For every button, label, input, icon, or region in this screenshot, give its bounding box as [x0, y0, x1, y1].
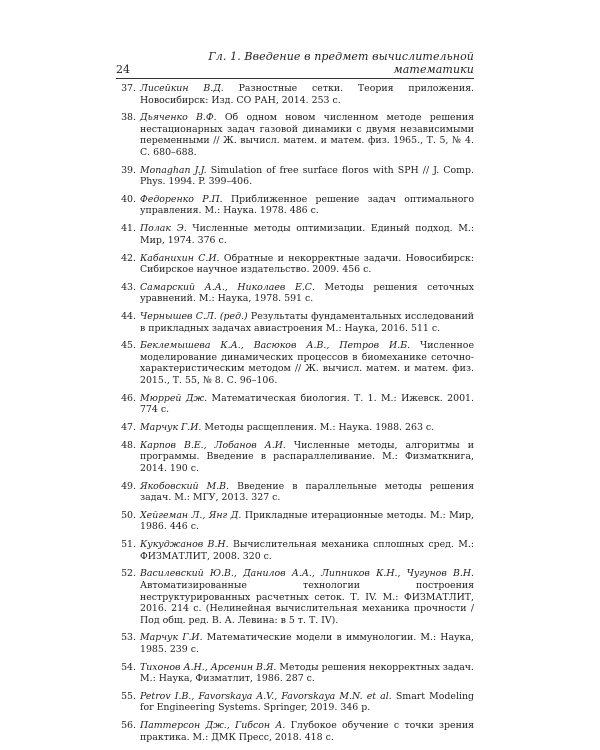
page-number: 24 — [116, 63, 130, 76]
reference-item — [116, 422, 474, 434]
reference-text: Методы решения сеточных уравнений. М.: Наука, 1978. 591 с. — [140, 281, 474, 305]
reference-body — [140, 194, 474, 217]
reference-body — [140, 393, 474, 416]
reference-body — [140, 112, 474, 158]
reference-text: Методы расщепления. М.: Наука. 1988. 263 с. — [201, 422, 435, 433]
reference-text: Численные методы оптимизации. Единый подход. М.: Мир, 1974. 376 с. — [140, 223, 474, 246]
reference-authors: Petrov I.B., Favorskaya A.V., Favorskaya M.N. et al. — [140, 690, 392, 702]
reference-item — [116, 83, 474, 106]
reference-item — [116, 662, 474, 685]
running-header — [116, 50, 474, 79]
reference-list — [116, 83, 474, 749]
reference-authors: Самарский А.А., Николаев Е.С. — [140, 281, 315, 293]
reference-item — [116, 691, 474, 714]
reference-text: Глубокое обучение с точки зрения практика. М.: ДМК Пресс, 2018. 418 с. — [140, 720, 474, 743]
reference-body — [140, 568, 474, 626]
reference-authors: Кукуджанов В.Н. — [140, 539, 229, 551]
reference-item — [116, 481, 474, 504]
reference-text: Разностные сетки. Теория приложения. Новосибирск: Изд. СО РАН, 2014. 253 с. — [140, 83, 474, 106]
reference-authors: Федоренко Р.П. — [140, 193, 223, 205]
reference-item — [116, 223, 474, 246]
reference-authors: Кабанихин С.И. — [140, 252, 220, 264]
reference-body — [140, 632, 474, 655]
reference-item — [116, 253, 474, 276]
reference-text: Об одном новом численном методе решения нестационарных задач газовой динамики с двумя независимыми переменными // Ж. вычисл. матем. и матем. физ. 1965., Т. 5, № 4. С. 680–688. — [140, 112, 475, 158]
reference-authors: Чернышев С.Л. (ред.) — [140, 311, 248, 323]
reference-item — [116, 720, 474, 743]
reference-text: Математическая биология. Т. 1. М.: Ижевск. 2001. 774 с. — [140, 392, 475, 416]
reference-authors: Хейгеман Л., Янг Д. — [140, 509, 242, 521]
reference-text: Введение в параллельные методы решения задач. М.: МГУ, 2013. 327 с. — [140, 480, 474, 504]
reference-number: 54. — [121, 661, 136, 673]
reference-item — [116, 112, 474, 158]
reference-number: 42. — [121, 252, 136, 264]
reference-number: 50. — [121, 509, 136, 521]
reference-number: 41. — [121, 223, 136, 235]
reference-item — [116, 393, 474, 416]
reference-body — [140, 165, 474, 188]
reference-authors: Тихонов А.Н., Арсенин В.Я. — [140, 661, 277, 673]
reference-item — [116, 340, 474, 386]
reference-item — [116, 165, 474, 188]
reference-text: Численное моделирование динамических процессов в биомеханике сеточно-характеристическим методом // Ж. вычисл. матем. и матем. физ. 2015., Т. 55, № 8. С. 96–106. — [140, 340, 474, 386]
reference-authors: Мюррей Дж. — [140, 392, 208, 404]
reference-body — [140, 311, 474, 334]
reference-authors: Марчук Г.И. — [140, 422, 202, 433]
reference-body — [140, 282, 474, 305]
reference-number: 53. — [121, 632, 136, 644]
reference-item — [116, 510, 474, 533]
reference-number: 40. — [121, 193, 136, 205]
reference-body — [140, 662, 474, 685]
reference-authors: Дьяченко В.Ф. — [140, 112, 217, 124]
reference-item — [116, 440, 474, 475]
reference-body — [140, 440, 474, 475]
reference-number: 37. — [121, 83, 136, 94]
reference-body — [140, 510, 474, 533]
reference-text: Обратные и некорректные задачи. Новосибирск: Сибирское научное издательство. 2009. 456 с. — [140, 252, 474, 276]
reference-text: Прикладные итерационные методы. М.: Мир, 1986. 446 с. — [140, 509, 474, 533]
reference-text: Численные методы, алгоритмы и программы. Введение в распараллеливание. М.: Физматкнига, 2014. 190 с. — [140, 439, 474, 474]
reference-authors: Monaghan J.J. — [140, 164, 207, 176]
reference-authors: Беклемышева К.А., Васюков А.В., Петров И.Б. — [140, 340, 411, 352]
reference-number: 43. — [121, 281, 136, 293]
reference-body — [140, 422, 474, 434]
reference-body — [140, 253, 474, 276]
reference-text: Вычислительная механика сплошных сред. М.: ФИЗМАТЛИТ, 2008. 320 с. — [140, 539, 474, 562]
reference-text: Приближенное решение задач оптимального управления. М.: Наука. 1978. 486 с. — [140, 193, 474, 217]
reference-number: 39. — [121, 164, 136, 176]
reference-text: Результаты фундаментальных исследований в прикладных задачах авиастроения М.: Наука, 2016. 511 с. — [140, 311, 474, 334]
reference-text: Математические модели в иммунологии. М.: Наука, 1985. 239 с. — [140, 632, 474, 655]
reference-number: 49. — [121, 480, 136, 492]
reference-authors: Паттерсон Дж., Гибсон А. — [140, 720, 286, 732]
reference-number: 47. — [121, 422, 136, 433]
reference-item — [116, 539, 474, 562]
reference-body — [140, 223, 474, 246]
reference-item — [116, 568, 474, 626]
reference-item — [116, 282, 474, 305]
reference-authors: Василевский Ю.В., Данилов А.А., Липников К.Н., Чугунов В.Н. — [140, 568, 474, 580]
reference-body — [140, 720, 474, 743]
reference-text: Simulation of free surface floros with SPH // J. Comp. Phys. 1994. P. 399–406. — [140, 164, 474, 188]
reference-number: 52. — [121, 568, 136, 580]
chapter-title: Гл. 1. Введение в предмет вычислительной математики — [208, 50, 474, 76]
reference-text: Методы решения некорректных задач. М.: Наука, Физматлит, 1986. 287 с. — [140, 661, 474, 685]
reference-number: 48. — [121, 439, 136, 451]
reference-number: 45. — [121, 340, 136, 352]
reference-number: 55. — [121, 690, 136, 702]
reference-item — [116, 194, 474, 217]
reference-item — [116, 311, 474, 334]
reference-body — [140, 340, 474, 386]
reference-body — [140, 691, 474, 714]
reference-body — [140, 539, 474, 562]
reference-text: Автоматизированные технологии построения неструктурированных расчетных сеток. Т. IV. М.: ФИЗМАТЛИТ, 2016. 214 с. (Нелинейная вычислительная механика прочности / Под общ. ред. В. А. Левина: в 5 т. Т. IV). — [140, 579, 474, 626]
reference-text: Smart Modeling for Engineering Systems. Springer, 2019. 346 p. — [140, 690, 474, 714]
reference-item — [116, 632, 474, 655]
reference-authors: Марчук Г.И. — [140, 632, 203, 644]
reference-body — [140, 481, 474, 504]
reference-number: 38. — [121, 112, 136, 124]
reference-authors: Карпов В.Е., Лобанов А.И. — [140, 439, 286, 451]
reference-body — [140, 83, 474, 106]
reference-number: 46. — [121, 392, 136, 404]
reference-authors: Полак Э. — [140, 223, 187, 235]
reference-number: 51. — [121, 539, 136, 551]
reference-number: 56. — [121, 720, 136, 732]
reference-authors: Лисейкин В.Д. — [140, 83, 224, 94]
reference-number: 44. — [121, 311, 136, 323]
reference-authors: Якобовский М.В. — [140, 480, 230, 492]
